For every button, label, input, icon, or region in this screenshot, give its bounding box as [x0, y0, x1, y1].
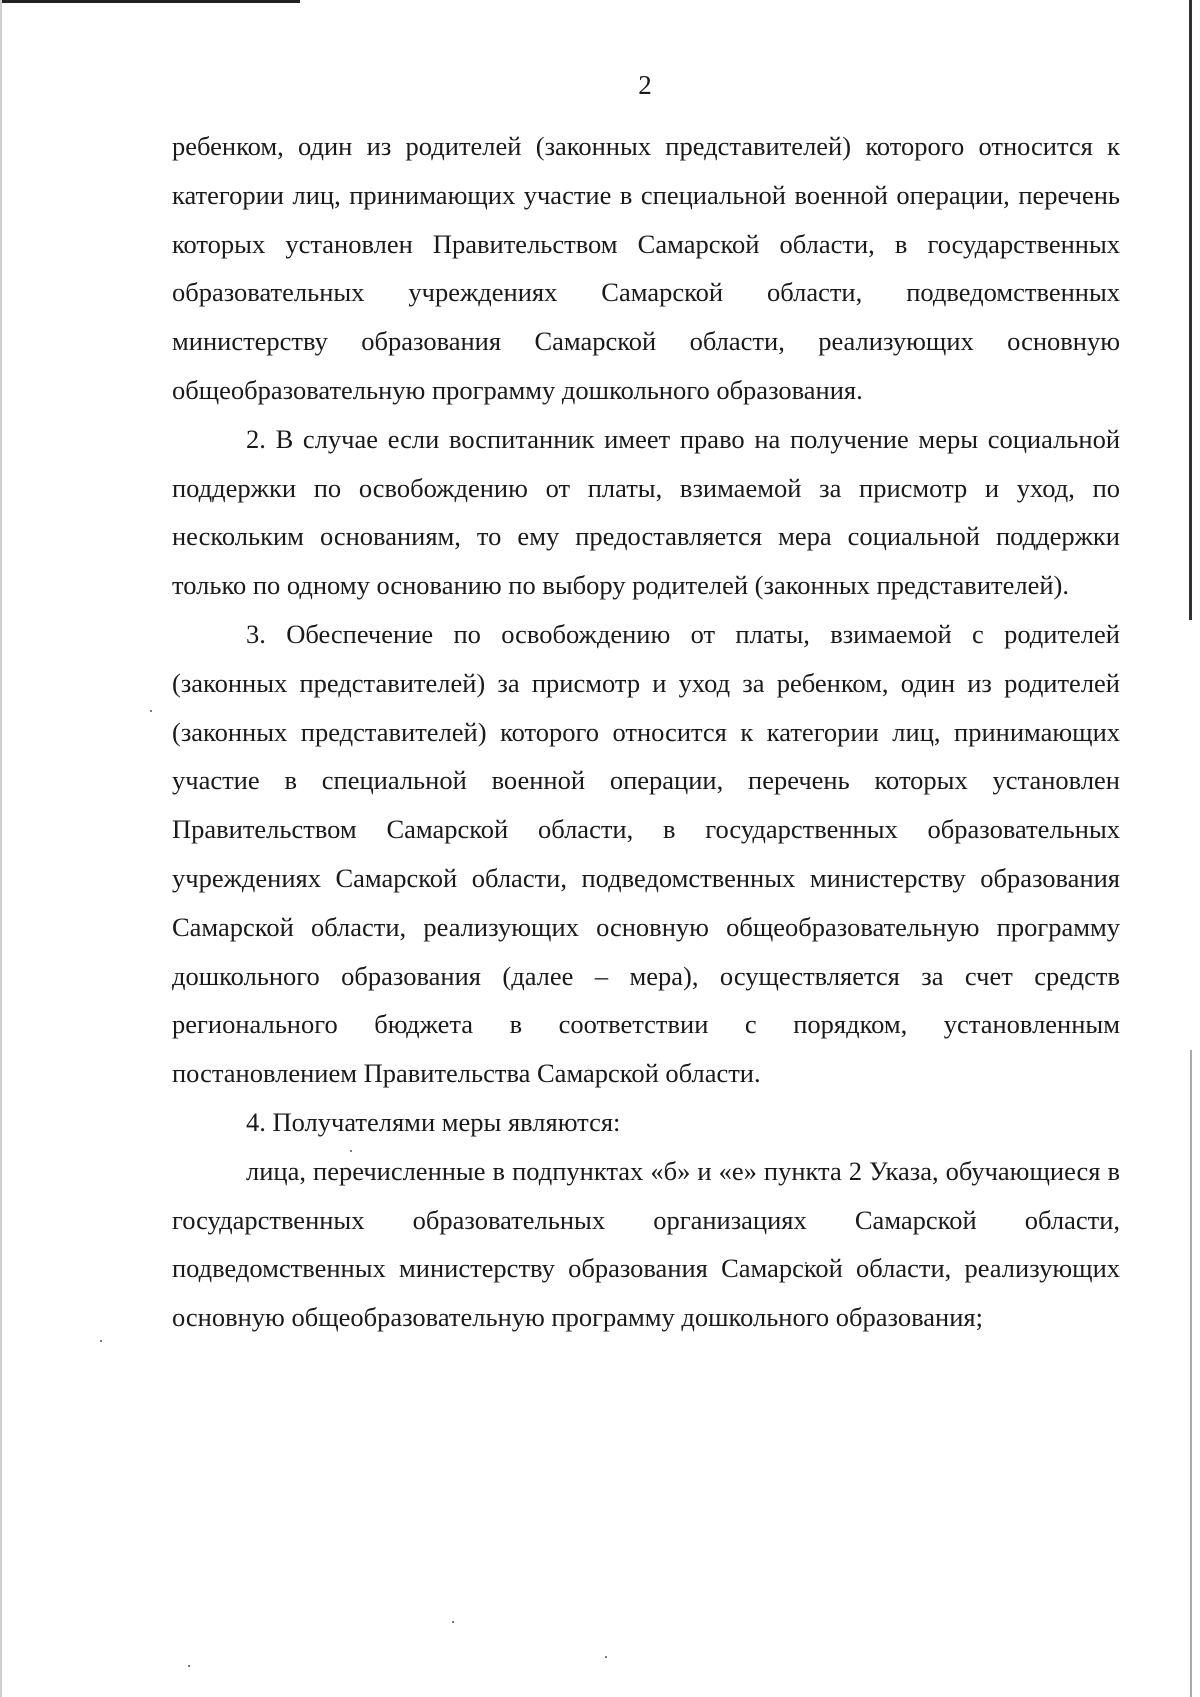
document-body	[172, 122, 1120, 1342]
paragraph-5: лица, перечисленные в подпунктах «б» и «е» пункта 2 Указа, обучающиеся в государственных образовательных организациях Самарской области, подведомственных министерству образования Самарской области, реализующих основную общеобразовательную программу дошкольного образования;	[172, 1155, 1120, 1333]
paragraph-1-continuation: ребенком, один из родителей (законных представителей) которого относится к категории лиц, принимающих участие в специальной военной операции, перечень которых установлен Правительством Самарской области, в государственных образовательных учреждениях Самарской области, подведомственных министерству образования Самарской области, реализующих основную общеобразовательную программу дошкольного образования.	[172, 131, 1120, 405]
paragraph-3: 3. Обеспечение по освобождению от платы, взимаемой с родителей (законных представителей) за присмотр и уход за ребенком, один из родителей (законных представителей) которого относится к категории лиц, принимающих участие в специальной военной операции, перечень которых установлен Правительством Самарской области, в государственных образовательных учреждениях Самарской области, подведомственных министерству образования Самарской области, реализующих основную общеобразовательную программу дошкольного образования (далее – мера), осуществляется за счет средств регионального бюджета в соответствии с порядком, установленным постановлением Правительства Самарской области.	[172, 618, 1120, 1089]
scan-speck	[188, 1665, 190, 1667]
scan-edge-left	[0, 0, 2, 1697]
paragraph-2: 2. В случае если воспитанник имеет право на получение меры социальной поддержки по освобождению от платы, взимаемой за присмотр и уход, по нескольким основаниям, то ему предоставляется мера социальной поддержки только по одному основанию по выбору родителей (законных представителей).	[172, 423, 1120, 601]
scan-edge-right-lower	[1190, 1050, 1192, 1697]
scan-speck	[452, 1621, 454, 1623]
paragraph-4: 4. Получателями меры являются:	[246, 1106, 621, 1137]
scan-speck	[100, 1340, 102, 1342]
scan-speck	[150, 710, 152, 712]
page-number: 2	[638, 70, 652, 100]
scan-speck	[605, 1656, 607, 1658]
scan-edge-top	[0, 0, 300, 3]
